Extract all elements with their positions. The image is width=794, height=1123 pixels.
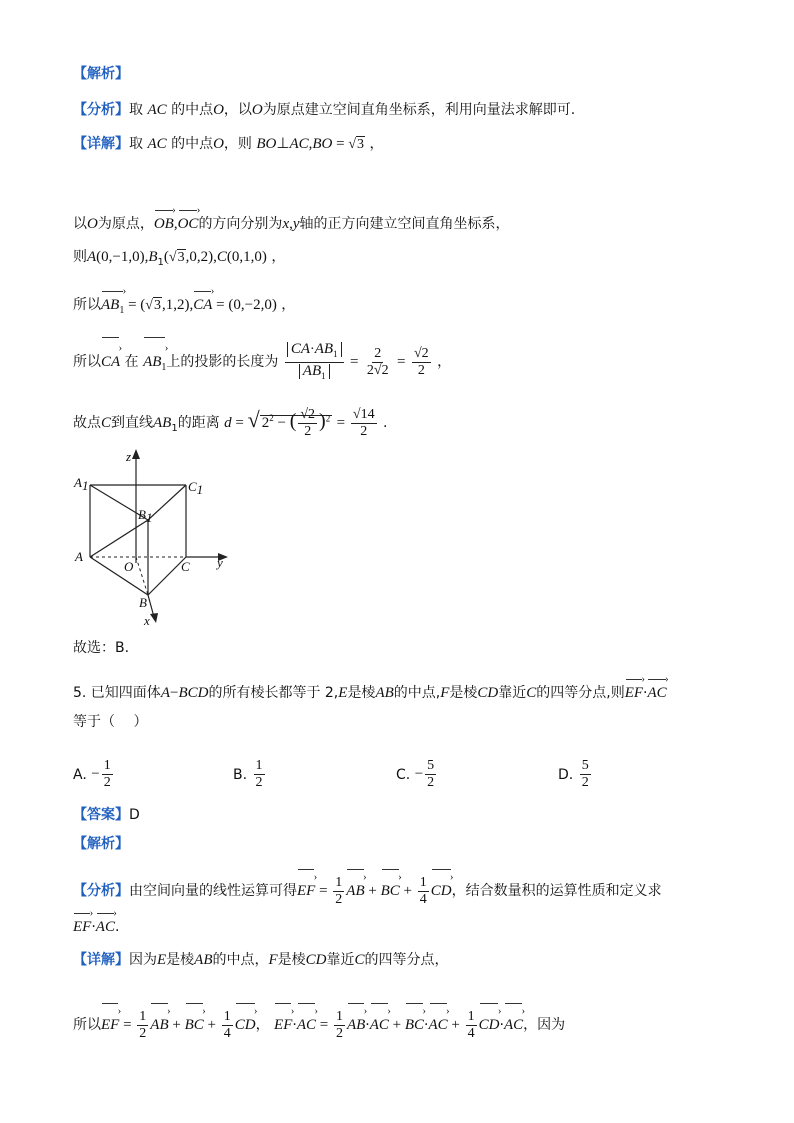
label-A1: A1 [74, 475, 89, 493]
label-x: x [144, 613, 150, 628]
option-d[interactable]: D. $\frac{5}{2}$ [558, 758, 589, 790]
label-C1: C1 [188, 479, 204, 497]
analysis-line-2: 【分析】由空间向量的线性运算可得EF › = $\frac{1}{2}$ AB › + BC › + $\frac{1}{4}$ CD ›，结合数量积的运算性质和定义求 [73, 866, 662, 909]
section-header-jiexi: 【解析】 [73, 66, 129, 82]
section-header-jiexi-2: 【解析】 [73, 836, 129, 852]
distance-line: 故点C到直线$AB_1$的距离 d = √ $2^2$ − ( $\frac{√2}{2}$ )$^2$ = $\frac{√14}{2}$ . [73, 406, 388, 440]
answer-line: 【答案】D [73, 807, 140, 823]
option-a[interactable]: A. − $\frac{1}{2}$ [73, 758, 111, 790]
label-B1: B1 [138, 507, 153, 525]
label-y: y [217, 555, 223, 570]
analysis-line-2b: EF ›·AC ›. [73, 910, 119, 937]
question-5-line-1: 5. 已知四面体A−BCD的所有棱长都等于 2,E是棱AB的中点,F是棱CD靠近C的四等分点,则EF ›·AC › [73, 676, 667, 703]
detail-line-2: 【详解】因为E是棱AB的中点，F是棱CD靠近C的四等分点， [73, 952, 449, 968]
label-A: A [75, 549, 83, 564]
coords-line: 则$A(0,-1,0),B_1(√3,0,2),C(0,1,0)$ ， [73, 249, 286, 268]
projection-line: 所以CA › 在 $AB_1$ ›上的投影的长度为 $\frac{CA\cdot AB_1}{AB_1}$ = $\frac{2}{2√2}$ = $\frac{√2}{2}$ ， [73, 334, 451, 389]
vectors-line: 所以$AB_1$ › = (√3,1,2),CA › = (0,−2,0) ， [73, 288, 295, 321]
option-b[interactable]: B. $\frac{1}{2}$ [233, 758, 263, 790]
question-5-line-2: 等于（ ） [73, 714, 148, 730]
axes-line: 以O为原点，OB ›,OC ›的方向分别为x,y轴的正方向建立空间直角坐标系， [73, 207, 510, 234]
previous-answer: 故选：B. [73, 640, 130, 656]
detail-line-3: 所以EF › = $\frac{1}{2}$ AB › + BC › + $\frac{1}{4}$ CD ›， EF ›·AC › = $\frac{1}{2}$ AB ›·AC › + BC ›·AC › + $\frac{1}{4}$ CD ›·AC ›，因为 [73, 1000, 565, 1043]
detail-line-1: 【详解】取 AC 的中点O，则 BO⊥AC,BO = √3 ， [73, 136, 384, 152]
label-O: O [124, 559, 134, 574]
label-C: C [181, 559, 190, 574]
prism-figure [70, 445, 240, 630]
label-B: B [139, 595, 147, 610]
option-c[interactable]: C. − $\frac{5}{2}$ [396, 758, 435, 790]
label-z: z [126, 449, 132, 464]
analysis-line: 【分析】取 AC 的中点O，以O为原点建立空间直角坐标系，利用向量法求解即可. [73, 102, 576, 118]
